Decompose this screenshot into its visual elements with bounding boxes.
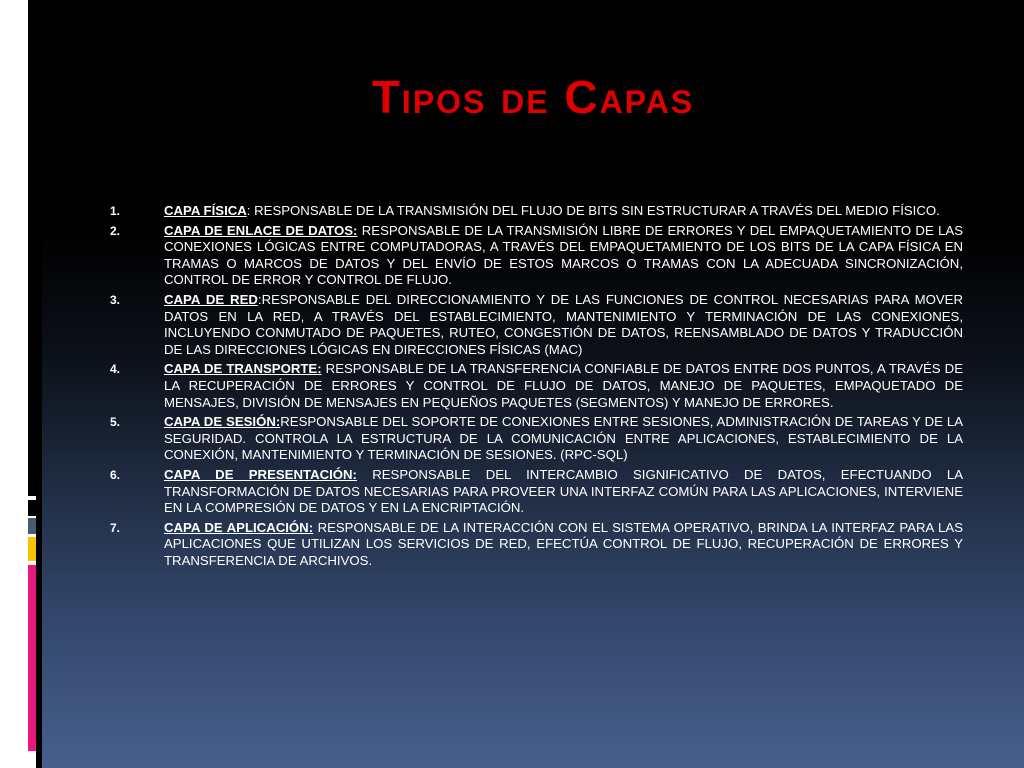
layer-number: 1. bbox=[110, 204, 121, 218]
layer-item bbox=[110, 520, 963, 570]
layer-description: RESPONSABLE DE LA TRANSMISIÓN LIBRE DE ERRORES Y DEL EMPAQUETAMIENTO DE LAS CONEXIONES LÓGICAS ENTRE COMPUTADORAS, A TRAVÉS DEL EMPAQUETAMIENTO DE LOS BITS DE LA CAPA FÍSICA EN TRAMAS O MARCOS DE DATOS Y DEL ENVÍO DE ESTOS MARCOS O TRAMAS CON LA ADECUADA SINCRONIZACIÓN, CONTROL DE ERROR Y CONTROL DE FLUJO. bbox=[164, 222, 963, 288]
layer-description: : RESPONSABLE DE LA TRANSMISIÓN DEL FLUJO DE BITS SIN ESTRUCTURAR A TRAVÉS DEL MEDIO FÍSICO. bbox=[246, 203, 940, 218]
layer-item bbox=[110, 361, 963, 411]
layer-description: :RESPONSABLE DEL DIRECCIONAMIENTO Y DE LAS FUNCIONES DE CONTROL NECESARIAS PARA MOVER DATOS EN LA RED, A TRAVÉS DEL ESTABLECIMIENTO, MANTENIMIENTO Y TERMINACIÓN DE LAS CONEXIONES, INCLUYENDO CONMUTADO DE PAQUETES, RUTEO, CONGESTIÓN DE DATOS, REENSAMBLADO DE DATOS Y TRADUCCIÓN DE LAS DIRECCIONES LÓGICAS EN DIRECCIONES FÍSICAS (MAC) bbox=[164, 291, 963, 357]
layer-item bbox=[110, 223, 963, 289]
layer-number: 3. bbox=[110, 292, 121, 307]
layer-description: RESPONSABLE DE LA INTERACCIÓN CON EL SISTEMA OPERATIVO, BRINDA LA INTERFAZ PARA LAS APLICACIONES QUE UTILIZAN LOS SERVICIOS DE RED, EFECTÚA CONTROL DE FLUJO, RECUPERACIÓN DE ERRORES Y TRANSFERENCIA DE ARCHIVOS. bbox=[164, 519, 963, 568]
layer-heading: CAPA DE APLICACIÓN: bbox=[164, 519, 314, 535]
layer-heading: CAPA FÍSICA bbox=[164, 203, 247, 218]
layer-number: 2. bbox=[110, 223, 121, 238]
layer-description: RESPONSABLE DE LA TRANSFERENCIA CONFIABLE DE DATOS ENTRE DOS PUNTOS, A TRAVÉS DE LA RECUPERACIÓN DE ERRORES Y CONTROL DE FLUJO DE DATOS, MANEJO DE PAQUETES, EMPAQUETADO DE MENSAJES, DIVISIÓN DE MENSAJES EN PEQUEÑOS PAQUETES (SEGMENTOS) Y MANEJO DE ERRORES. bbox=[164, 361, 963, 410]
layer-number: 6. bbox=[110, 467, 121, 482]
layer-number: 5. bbox=[110, 415, 121, 430]
layer-item bbox=[110, 203, 963, 220]
layer-item bbox=[110, 414, 963, 464]
layer-list bbox=[110, 203, 963, 572]
layer-description: RESPONSABLE DEL INTERCAMBIO SIGNIFICATIVO DE DATOS, EFECTUANDO LA TRANSFORMACIÓN DE DATOS NECESARIAS PARA PROVEER UNA INTERFAZ COMÚN PARA LAS APLICACIONES, INTERVIENE EN LA COMPRESIÓN DE DATOS Y EN LA ENCRIPTACIÓN. bbox=[164, 466, 963, 516]
layer-number: 7. bbox=[110, 520, 121, 535]
layer-item bbox=[110, 467, 963, 517]
slide-title: Tipos de Capas bbox=[371, 71, 695, 123]
layer-description: RESPONSABLE DEL SOPORTE DE CONEXIONES ENTRE SESIONES, ADMINISTRACIÓN DE TAREAS Y DE LA SEGURIDAD. CONTROLA LA ESTRUCTURA DE LA COMUNICACIÓN ENTRE APLICACIONES, ESTABLECIMIENTO DE LA CONEXIÓN, MANTENIMIENTO Y TERMINACIÓN DE SESIONES. (RPC-SQL) bbox=[164, 414, 963, 463]
layer-number: 4. bbox=[110, 362, 121, 377]
layer-heading: CAPA DE TRANSPORTE: bbox=[164, 361, 322, 377]
layer-heading: CAPA DE ENLACE DE DATOS: bbox=[164, 222, 358, 238]
layer-heading: CAPA DE SESIÓN: bbox=[164, 414, 281, 430]
layer-item bbox=[110, 292, 963, 358]
layer-heading: CAPA DE RED bbox=[164, 291, 258, 307]
layer-heading: CAPA DE PRESENTACIÓN: bbox=[164, 466, 357, 482]
